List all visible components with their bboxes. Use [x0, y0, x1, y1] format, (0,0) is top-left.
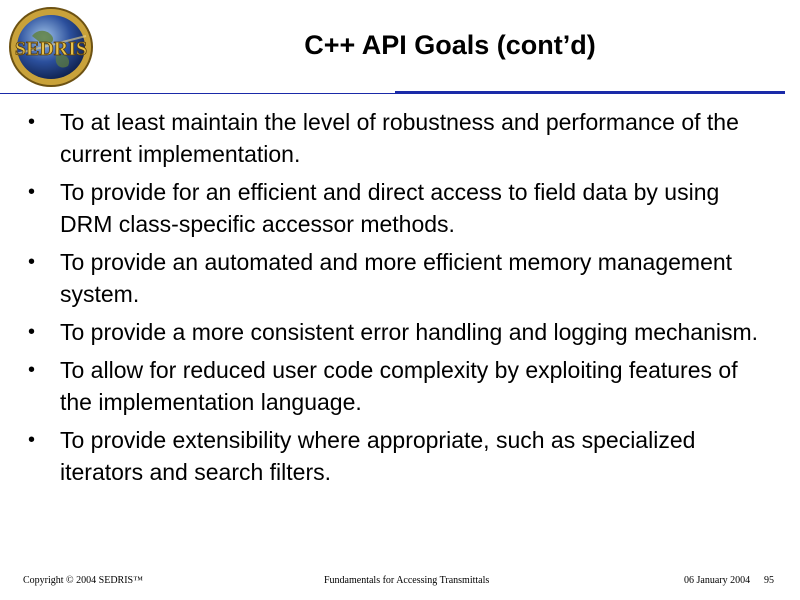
bullet-glyph: • [28, 359, 36, 381]
bullet-item [28, 316, 773, 348]
bullet-text: To provide a more consistent error handling and logging mechanism. [60, 319, 759, 345]
bullet-glyph: • [28, 111, 36, 133]
bullet-glyph: • [28, 251, 36, 273]
footer-course-title: Fundamentals for Accessing Transmittals [324, 575, 490, 586]
footer-copyright: Copyright © 2004 SEDRIS™ [23, 575, 143, 586]
bullet-glyph: • [28, 321, 36, 343]
bullet-item [28, 424, 773, 488]
slide-footer [0, 575, 800, 589]
bullet-item [28, 176, 773, 240]
bullet-glyph: • [28, 429, 36, 451]
bullet-glyph: • [28, 181, 36, 203]
slide-title: C++ API Goals (cont’d) [304, 30, 596, 60]
bullet-text: To provide an automated and more efficient memory management system. [60, 249, 733, 307]
footer-page-number: 95 [764, 575, 774, 586]
bullet-text: To at least maintain the level of robustness and performance of the current implementation. [60, 109, 739, 167]
bullet-item [28, 246, 773, 310]
bullet-text: To provide for an efficient and direct access to field data by using DRM class-specific accessor methods. [60, 179, 720, 237]
bullet-item [28, 106, 773, 170]
logo-text: SEDRIS [14, 38, 88, 60]
bullet-list [28, 106, 773, 494]
bullet-text: To allow for reduced user code complexity by exploiting features of the implementation language. [60, 357, 738, 415]
bullet-item [28, 354, 773, 418]
footer-date: 06 January 2004 [684, 575, 751, 586]
bullet-text: To provide extensibility where appropriate, such as specialized iterators and search filters. [60, 427, 696, 485]
